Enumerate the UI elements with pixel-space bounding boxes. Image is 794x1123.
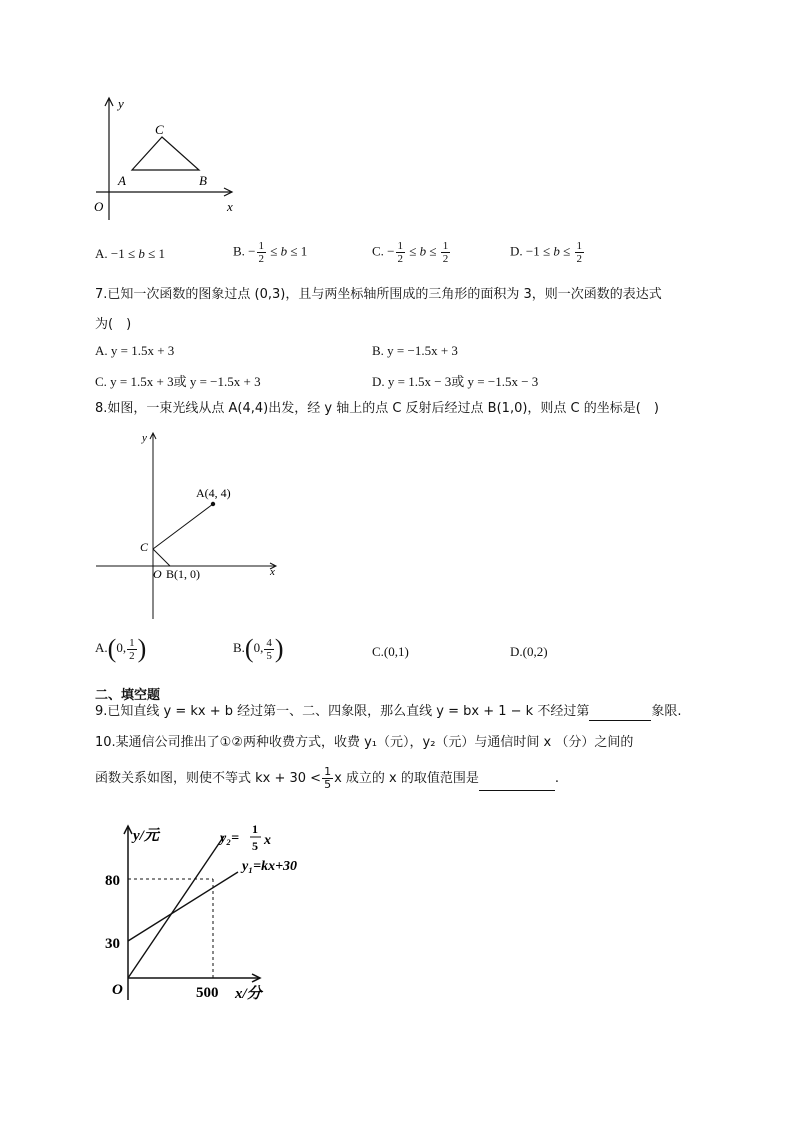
fee-graph bbox=[100, 818, 340, 1008]
line-y2 bbox=[128, 836, 224, 978]
triangle-figure bbox=[88, 92, 248, 222]
line-y1 bbox=[128, 872, 238, 941]
q7-option-b[interactable]: B. y = −1.5x + 3 bbox=[372, 343, 458, 358]
fig1-point-b: B bbox=[199, 173, 207, 188]
fig1-origin-label: O bbox=[94, 199, 104, 214]
fig2-y-label: y bbox=[142, 432, 147, 444]
q8-stem: 8.如图，一束光线从点 A(4,4)出发，经 y 轴上的点 C 反射后经过点 B(1,0)，则点 C 的坐标是( ) bbox=[95, 401, 659, 416]
section-title-fill-in: 二、填空题 bbox=[95, 688, 161, 703]
q10-stem-line1: 10.某通信公司推出了①②两种收费方式，收费 y₁（元），y₂（元）与通信时间 x （分）之间的 bbox=[95, 735, 634, 750]
q8-option-b[interactable]: B.(0, $\frac{4}{5}$ ) bbox=[233, 634, 284, 663]
fig1-y-label: y bbox=[118, 96, 124, 111]
fig2-point-a-label: A(4, 4) bbox=[196, 486, 231, 500]
triangle-abc bbox=[132, 137, 199, 170]
fig1-point-c: C bbox=[155, 122, 164, 137]
fraction: $\frac{1}{5}$ bbox=[324, 765, 332, 791]
fraction: $\frac{4}{5}$ bbox=[266, 636, 272, 662]
q6-option-a[interactable]: A. −1 ≤ b ≤ 1 bbox=[95, 246, 165, 261]
fig1-x-label: x bbox=[227, 199, 233, 214]
q9-stem: 9.已知直线 y = kx + b 经过第一、二、四象限，那么直线 y = bx + 1 − k 不经过第 象限. bbox=[95, 704, 682, 719]
q7-option-c[interactable]: C. y = 1.5x + 3或 y = −1.5x + 3 bbox=[95, 374, 261, 389]
fig2-point-c-label: C bbox=[140, 540, 149, 554]
reflection-figure bbox=[92, 425, 292, 621]
q7-option-d[interactable]: D. y = 1.5x − 3或 y = −1.5x − 3 bbox=[372, 374, 539, 389]
y1-equation: y₁=kx+30 bbox=[242, 859, 298, 874]
q6-option-b[interactable]: B. − $\frac{1}{2}$ ≤ b ≤ 1 bbox=[233, 240, 308, 265]
q9-answer-blank[interactable] bbox=[589, 706, 651, 721]
q6-option-c[interactable]: C. − $\frac{1}{2}$ ≤ b ≤ $\frac{1}{2}$ bbox=[372, 240, 449, 265]
fig3-origin-label: O bbox=[112, 982, 123, 998]
light-ray-ac bbox=[153, 504, 213, 549]
fig2-x-label: x bbox=[270, 566, 275, 578]
fraction: $\frac{1}{2}$ bbox=[129, 636, 135, 662]
y2-equation-var: x bbox=[264, 833, 271, 848]
q7-option-a[interactable]: A. y = 1.5x + 3 bbox=[95, 343, 175, 358]
y2-equation-prefix: y₂= bbox=[220, 831, 240, 846]
fraction: $\frac{1}{2}$ bbox=[576, 240, 582, 265]
fig3-y-label: y/元 bbox=[133, 828, 159, 844]
q10-stem-line2: 函数关系如图，则使不等式 kx + 30 < $\frac{1}{5}$ x 成立的 x 的取值范围是 . bbox=[95, 765, 560, 791]
fig2-origin-label: O bbox=[153, 567, 162, 581]
fig3-x-label: x/分 bbox=[235, 986, 262, 1002]
fraction: $\frac{1}{2}$ bbox=[397, 240, 404, 265]
y2-fraction-numerator: 1 bbox=[252, 822, 258, 836]
fraction: $\frac{1}{2}$ bbox=[442, 240, 449, 265]
q8-option-d[interactable]: D.(0,2) bbox=[510, 644, 548, 659]
fig1-point-a: A bbox=[118, 173, 126, 188]
point-a-dot bbox=[211, 502, 215, 506]
q6-option-d[interactable]: D. −1 ≤ b ≤ $\frac{1}{2}$ bbox=[510, 240, 582, 265]
tick-label-80: 80 bbox=[105, 873, 120, 889]
q8-option-a[interactable]: A.(0, $\frac{1}{2}$ ) bbox=[95, 634, 147, 663]
q8-option-c[interactable]: C.(0,1) bbox=[372, 644, 409, 659]
q7-stem-line1: 7.已知一次函数的图象过点 (0,3)，且与两坐标轴所围成的三角形的面积为 3，则一次函数的表达式 bbox=[95, 287, 662, 302]
tick-label-500: 500 bbox=[196, 985, 219, 1001]
q7-stem-line2: 为( ) bbox=[95, 317, 132, 332]
fraction: $\frac{1}{2}$ bbox=[258, 240, 265, 265]
fig2-point-b-label: B(1, 0) bbox=[166, 567, 200, 581]
tick-label-30: 30 bbox=[105, 936, 120, 952]
light-ray-cb bbox=[153, 549, 170, 566]
y2-fraction-denominator: 5 bbox=[252, 839, 258, 853]
q10-answer-blank[interactable] bbox=[479, 776, 555, 791]
